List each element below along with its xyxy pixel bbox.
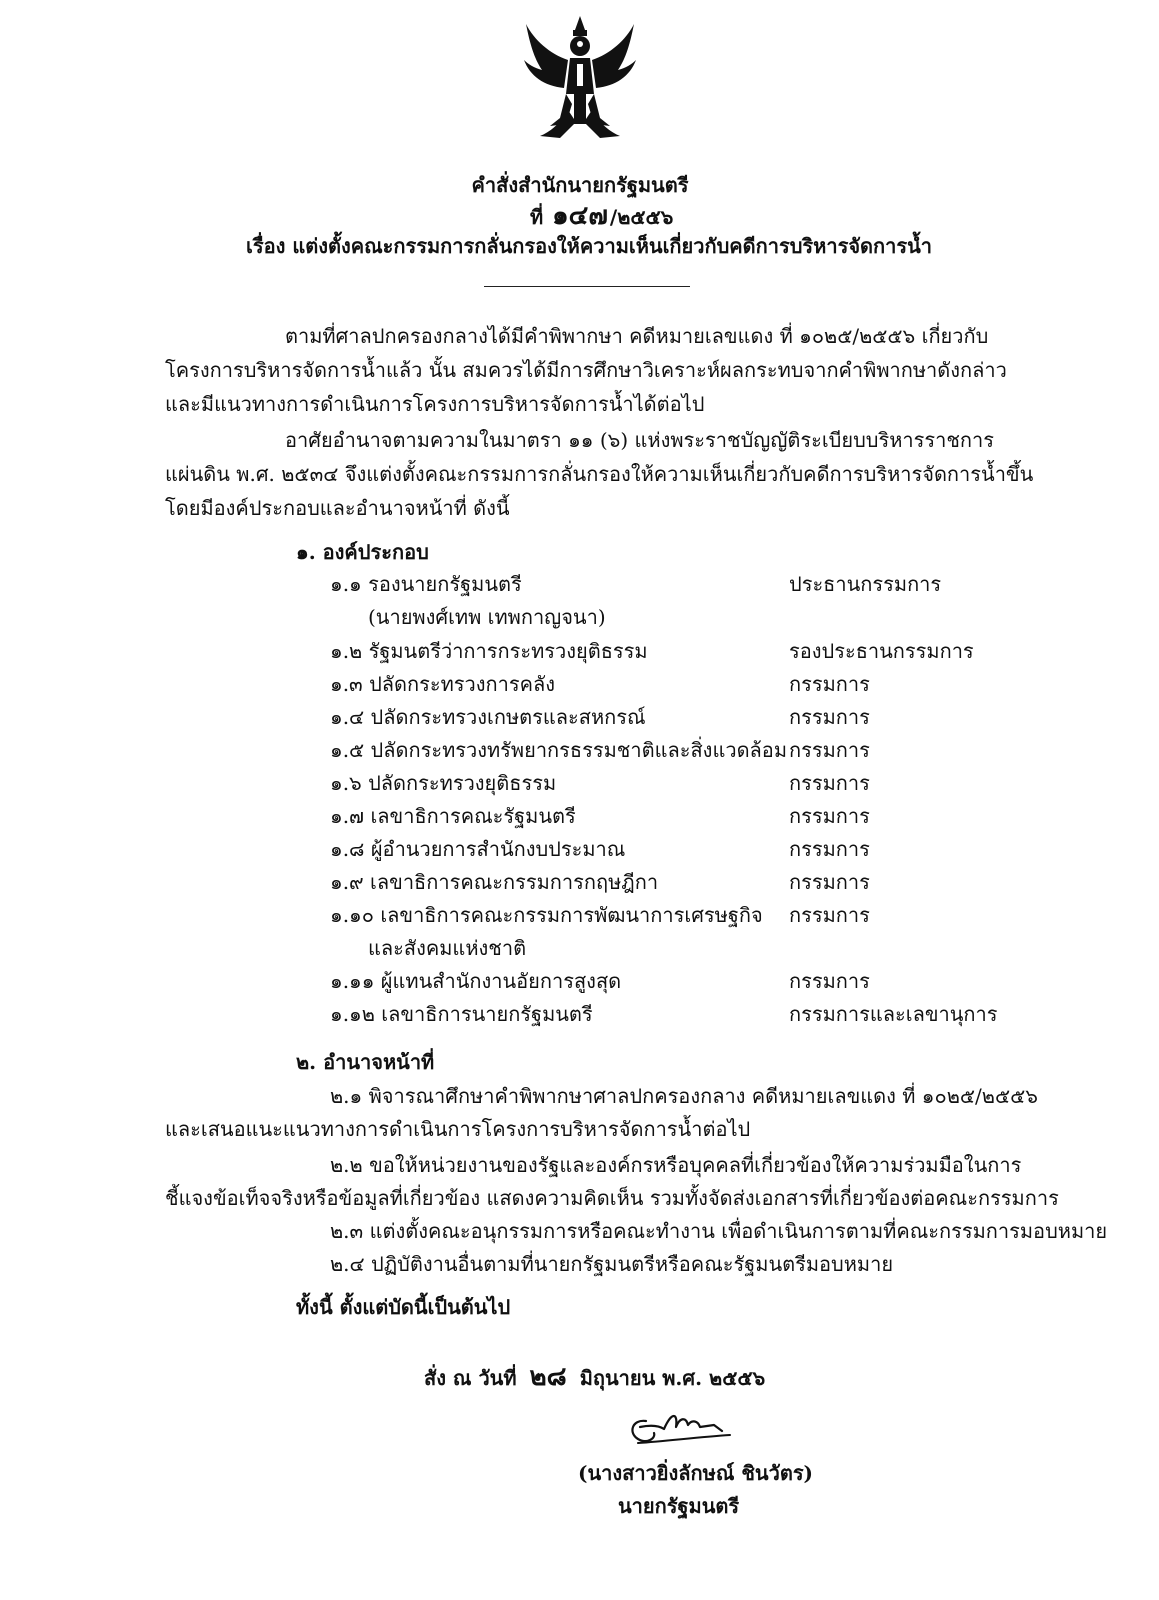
duty-line: และเสนอแนะแนวทางการดำเนินการโครงการบริหารจัดการน้ำต่อไป	[165, 1117, 751, 1141]
order-title: คำสั่งสำนักนายกรัฐมนตรี	[471, 173, 689, 197]
member-name: ๑.๑ รองนายกรัฐมนตรี	[330, 572, 522, 596]
member-name: ๑.๘ ผู้อำนวยการสำนักงบประมาณ	[330, 837, 626, 861]
date-day-handwritten: ๒๘	[529, 1362, 567, 1392]
member-name: ๑.๑๒ เลขาธิการนายกรัฐมนตรี	[330, 1002, 593, 1026]
preamble-line: และมีแนวทางการดำเนินการโครงการบริหารจัดการน้ำได้ต่อไป	[165, 392, 705, 416]
member-role: กรรมการ	[789, 771, 870, 795]
order-number-prefix: ที่	[530, 205, 544, 229]
preamble-line: โดยมีองค์ประกอบและอำนาจหน้าที่ ดังนี้	[165, 496, 510, 520]
member-role: กรรมการ	[789, 705, 870, 729]
order-subject: เรื่อง แต่งตั้งคณะกรรมการกลั่นกรองให้ความเห็นเกี่ยวกับคดีการบริหารจัดการน้ำ	[246, 234, 933, 258]
member-name: ๑.๒ รัฐมนตรีว่าการกระทรวงยุติธรรม	[330, 639, 648, 663]
preamble-paragraph-1	[165, 319, 1013, 421]
member-role: กรรมการ	[789, 870, 870, 894]
duty-line: ๒.๑ พิจารณาศึกษาคำพิพากษาศาลปกครองกลาง คดีหมายเลขแดง ที่ ๑๐๒๕/๒๕๕๖	[330, 1084, 1038, 1108]
duty-line: ๒.๓ แต่งตั้งคณะอนุกรรมการหรือคณะทำงาน เพื่อดำเนินการตามที่คณะกรรมการมอบหมาย	[330, 1219, 1108, 1243]
member-role: ประธานกรรมการ	[789, 572, 942, 596]
member-name: ๑.๙ เลขาธิการคณะกรรมการกฤษฎีกา	[330, 870, 659, 894]
member-name: และสังคมแห่งชาติ	[368, 936, 527, 960]
signatory-position: นายกรัฐมนตรี	[618, 1494, 740, 1518]
order-number-handwritten: ๑๔๗	[552, 201, 608, 231]
member-role: กรรมการ	[789, 903, 870, 927]
signatory-name: (นางสาวยิ่งลักษณ์ ชินวัตร)	[578, 1461, 814, 1485]
preamble-paragraph-2	[165, 423, 1034, 525]
effective-clause: ทั้งนี้ ตั้งแต่บัดนี้เป็นต้นไป	[296, 1295, 511, 1319]
member-name: ๑.๔ ปลัดกระทรวงเกษตรและสหกรณ์	[330, 705, 646, 729]
duty-line: ชี้แจงข้อเท็จจริงหรือข้อมูลที่เกี่ยวข้อง แสดงความคิดเห็น รวมทั้งจัดส่งเอกสารที่เกี่ยวข้องต่อคณะกรรมการ	[165, 1186, 1059, 1210]
date-month-year: มิถุนายน พ.ศ. ๒๕๕๖	[579, 1366, 766, 1390]
member-role: กรรมการ	[789, 804, 870, 828]
signature	[618, 1405, 748, 1455]
preamble-line: อาศัยอำนาจตามความในมาตรา ๑๑ (๖) แห่งพระราชบัญญัติระเบียบบริหารราชการ	[285, 428, 994, 452]
member-role: กรรมการและเลขานุการ	[789, 1002, 998, 1026]
member-name: ๑.๑๑ ผู้แทนสำนักงานอัยการสูงสุด	[330, 969, 622, 993]
date-prefix: สั่ง ณ วันที่	[424, 1366, 517, 1390]
member-name: ๑.๖ ปลัดกระทรวงยุติธรรม	[330, 771, 557, 795]
order-number	[530, 203, 673, 229]
member-name: ๑.๑๐ เลขาธิการคณะกรรมการพัฒนาการเศรษฐกิจ	[330, 903, 763, 927]
section2-heading: ๒. อำนาจหน้าที่	[296, 1050, 435, 1074]
duty-line: ๒.๔ ปฏิบัติงานอื่นตามที่นายกรัฐมนตรีหรือคณะรัฐมนตรีมอบหมาย	[330, 1252, 894, 1276]
order-number-suffix: /๒๕๕๖	[609, 205, 674, 229]
member-role: กรรมการ	[789, 738, 870, 762]
preamble-line: แผ่นดิน พ.ศ. ๒๕๓๔ จึงแต่งตั้งคณะกรรมการกลั่นกรองให้ความเห็นเกี่ยวกับคดีการบริหารจัดการน้ำขึ้น	[165, 462, 1034, 486]
preamble-line: โครงการบริหารจัดการน้ำแล้ว นั้น สมควรได้มีการศึกษาวิเคราะห์ผลกระทบจากคำพิพากษาดังกล่าว	[165, 358, 1007, 382]
member-role: รองประธานกรรมการ	[789, 639, 974, 663]
header-separator	[484, 286, 690, 287]
member-role: กรรมการ	[789, 969, 870, 993]
member-name: ๑.๓ ปลัดกระทรวงการคลัง	[330, 672, 556, 696]
preamble-line: ตามที่ศาลปกครองกลางได้มีคำพิพากษา คดีหมายเลขแดง ที่ ๑๐๒๕/๒๕๕๖ เกี่ยวกับ	[285, 324, 989, 348]
order-date	[424, 1364, 765, 1390]
member-role: กรรมการ	[789, 837, 870, 861]
member-name: (นายพงศ์เทพ เทพกาญจนา)	[368, 605, 606, 629]
member-name: ๑.๕ ปลัดกระทรวงทรัพยากรธรรมชาติและสิ่งแวดล้อม	[330, 738, 788, 762]
member-name: ๑.๗ เลขาธิการคณะรัฐมนตรี	[330, 804, 576, 828]
duty-line: ๒.๒ ขอให้หน่วยงานของรัฐและองค์กรหรือบุคคลที่เกี่ยวข้องให้ความร่วมมือในการ	[330, 1153, 1022, 1177]
member-role: กรรมการ	[789, 672, 870, 696]
section1-heading: ๑. องค์ประกอบ	[296, 540, 429, 564]
garuda-emblem-icon	[520, 14, 640, 144]
